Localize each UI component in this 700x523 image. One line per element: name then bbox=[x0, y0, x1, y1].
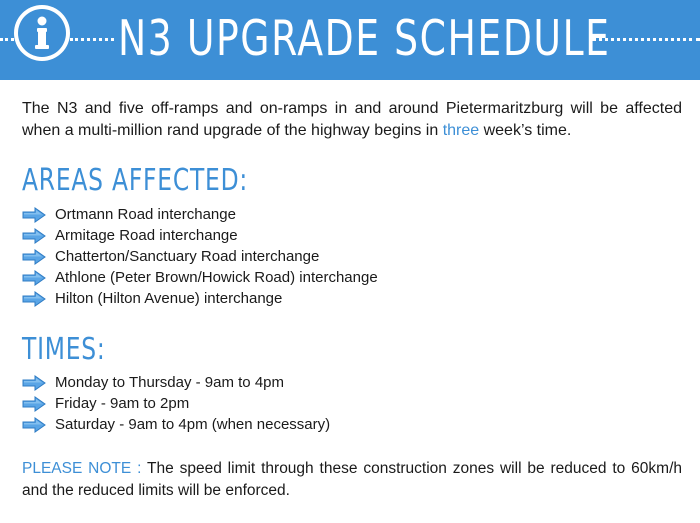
intro-text-start: The N3 and five off-ramps and on-ramps in and around Pietermaritzburg will be affected when a multi-million rand upgrade of the highway begins in bbox=[22, 100, 682, 139]
arrow-icon bbox=[22, 375, 55, 391]
times-list bbox=[22, 372, 330, 435]
header-banner bbox=[0, 0, 700, 80]
info-icon bbox=[14, 5, 70, 61]
arrow-icon bbox=[22, 291, 55, 307]
list-item-text: Athlone (Peter Brown/Howick Road) interchange bbox=[55, 269, 378, 286]
list-item-text: Saturday - 9am to 4pm (when necessary) bbox=[55, 416, 331, 433]
intro-paragraph bbox=[22, 98, 682, 142]
arrow-icon bbox=[22, 417, 55, 433]
list-item-text: Armitage Road interchange bbox=[55, 227, 238, 244]
list-item-text: Monday to Thursday - 9am to 4pm bbox=[55, 374, 284, 391]
please-note-text: The speed limit through these construction zones will be reduced to 60km/h and the reduced limits will be enforced. bbox=[22, 460, 682, 499]
list-item-text: Friday - 9am to 2pm bbox=[55, 395, 190, 412]
intro-text-end: week’s time. bbox=[479, 122, 572, 139]
list-item bbox=[22, 372, 330, 393]
areas-heading: AREAS AFFECTED: bbox=[22, 163, 249, 198]
list-item bbox=[22, 414, 330, 435]
arrow-icon bbox=[22, 396, 55, 412]
arrow-icon bbox=[22, 249, 55, 265]
arrow-icon bbox=[22, 207, 55, 223]
arrow-icon bbox=[22, 228, 55, 244]
list-item bbox=[22, 225, 378, 246]
page-title: N3 UPGRADE SCHEDULE bbox=[118, 10, 611, 67]
dotted-line-right bbox=[592, 38, 700, 41]
list-item-text: Hilton (Hilton Avenue) interchange bbox=[55, 290, 283, 307]
times-heading: TIMES: bbox=[22, 332, 106, 367]
arrow-icon bbox=[22, 270, 55, 286]
dotted-line-middle bbox=[70, 38, 114, 41]
dotted-line-left bbox=[0, 38, 14, 41]
list-item-text: Ortmann Road interchange bbox=[55, 206, 236, 223]
intro-highlight: three bbox=[442, 122, 480, 139]
list-item bbox=[22, 204, 378, 225]
list-item-text: Chatterton/Sanctuary Road interchange bbox=[55, 248, 320, 265]
list-item bbox=[22, 246, 378, 267]
list-item bbox=[22, 288, 378, 309]
list-item bbox=[22, 393, 330, 414]
list-item bbox=[22, 267, 378, 288]
please-note bbox=[22, 458, 682, 502]
please-note-label: PLEASE NOTE : bbox=[22, 460, 142, 477]
areas-list bbox=[22, 204, 378, 309]
